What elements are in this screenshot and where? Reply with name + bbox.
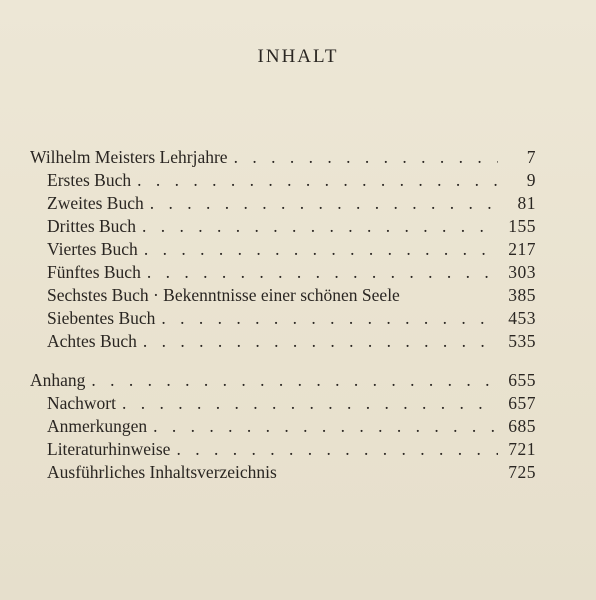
toc-entry [30, 238, 536, 261]
toc-entry [30, 415, 536, 438]
toc-entry-main [30, 369, 536, 392]
toc-entry [30, 192, 536, 215]
toc-entry-title: Literaturhinweise [47, 439, 171, 459]
leader-dots [147, 415, 498, 438]
toc-entry-title: Fünftes Buch [47, 262, 141, 282]
toc-page-number: 155 [508, 216, 536, 236]
leader-dots [141, 261, 498, 284]
toc-entry [30, 461, 536, 484]
toc-entry [30, 438, 536, 461]
toc-page-number: 7 [526, 147, 536, 167]
toc-entry [30, 392, 536, 415]
toc-entry [30, 284, 536, 307]
toc-page-number: 725 [508, 462, 536, 482]
leader-dots [138, 238, 498, 261]
toc-entry-title: Ausführliches Inhaltsverzeichnis [47, 462, 277, 482]
toc-entry-title: Viertes Buch [47, 239, 138, 259]
toc-entry-main [30, 146, 536, 169]
toc-page-number: 655 [508, 370, 536, 390]
toc-page-number: 535 [508, 331, 536, 351]
page-heading: INHALT [257, 46, 339, 67]
toc-page-number: 9 [526, 170, 536, 190]
toc-entry-title: Zweites Buch [47, 193, 144, 213]
leader-dots [116, 392, 498, 415]
toc-page-number: 81 [517, 193, 536, 213]
toc-entry [30, 330, 536, 353]
leader-dots [170, 438, 498, 461]
toc-entry-title: Achtes Buch [47, 331, 137, 351]
toc-page-number: 385 [508, 285, 536, 305]
toc-entry-title: Siebentes Buch [47, 308, 156, 328]
toc-section-lehrjahre [30, 146, 536, 353]
toc-entry-title: Anmerkungen [47, 416, 148, 436]
toc-entry [30, 261, 536, 284]
toc-entry-title: Drittes Buch [47, 216, 136, 236]
leader-dots [144, 192, 498, 215]
toc-entry [30, 215, 536, 238]
toc-entry-title: Erstes Buch [47, 170, 132, 190]
leader-dots [131, 169, 498, 192]
toc-entry-title: Sechstes Buch · Bekenntnisse einer schönen Seele [47, 285, 400, 305]
toc-entry [30, 169, 536, 192]
toc-entry-title: Wilhelm Meisters Lehrjahre [30, 147, 228, 167]
toc-entry [30, 307, 536, 330]
leader-dots [155, 307, 498, 330]
toc-entry-title: Nachwort [47, 393, 117, 413]
leader-dots [85, 369, 498, 392]
toc-page-number: 217 [508, 239, 536, 259]
leader-dots [228, 146, 498, 169]
leader-dots [137, 330, 498, 353]
toc-page-number: 453 [508, 308, 536, 328]
toc-page-number: 721 [508, 439, 536, 459]
toc-page-number: 657 [508, 393, 536, 413]
toc-section-anhang [30, 369, 536, 484]
leader-dots [136, 215, 498, 238]
toc-page-number: 303 [508, 262, 536, 282]
toc-entry-title: Anhang [30, 370, 86, 390]
toc-page-number: 685 [508, 416, 536, 436]
